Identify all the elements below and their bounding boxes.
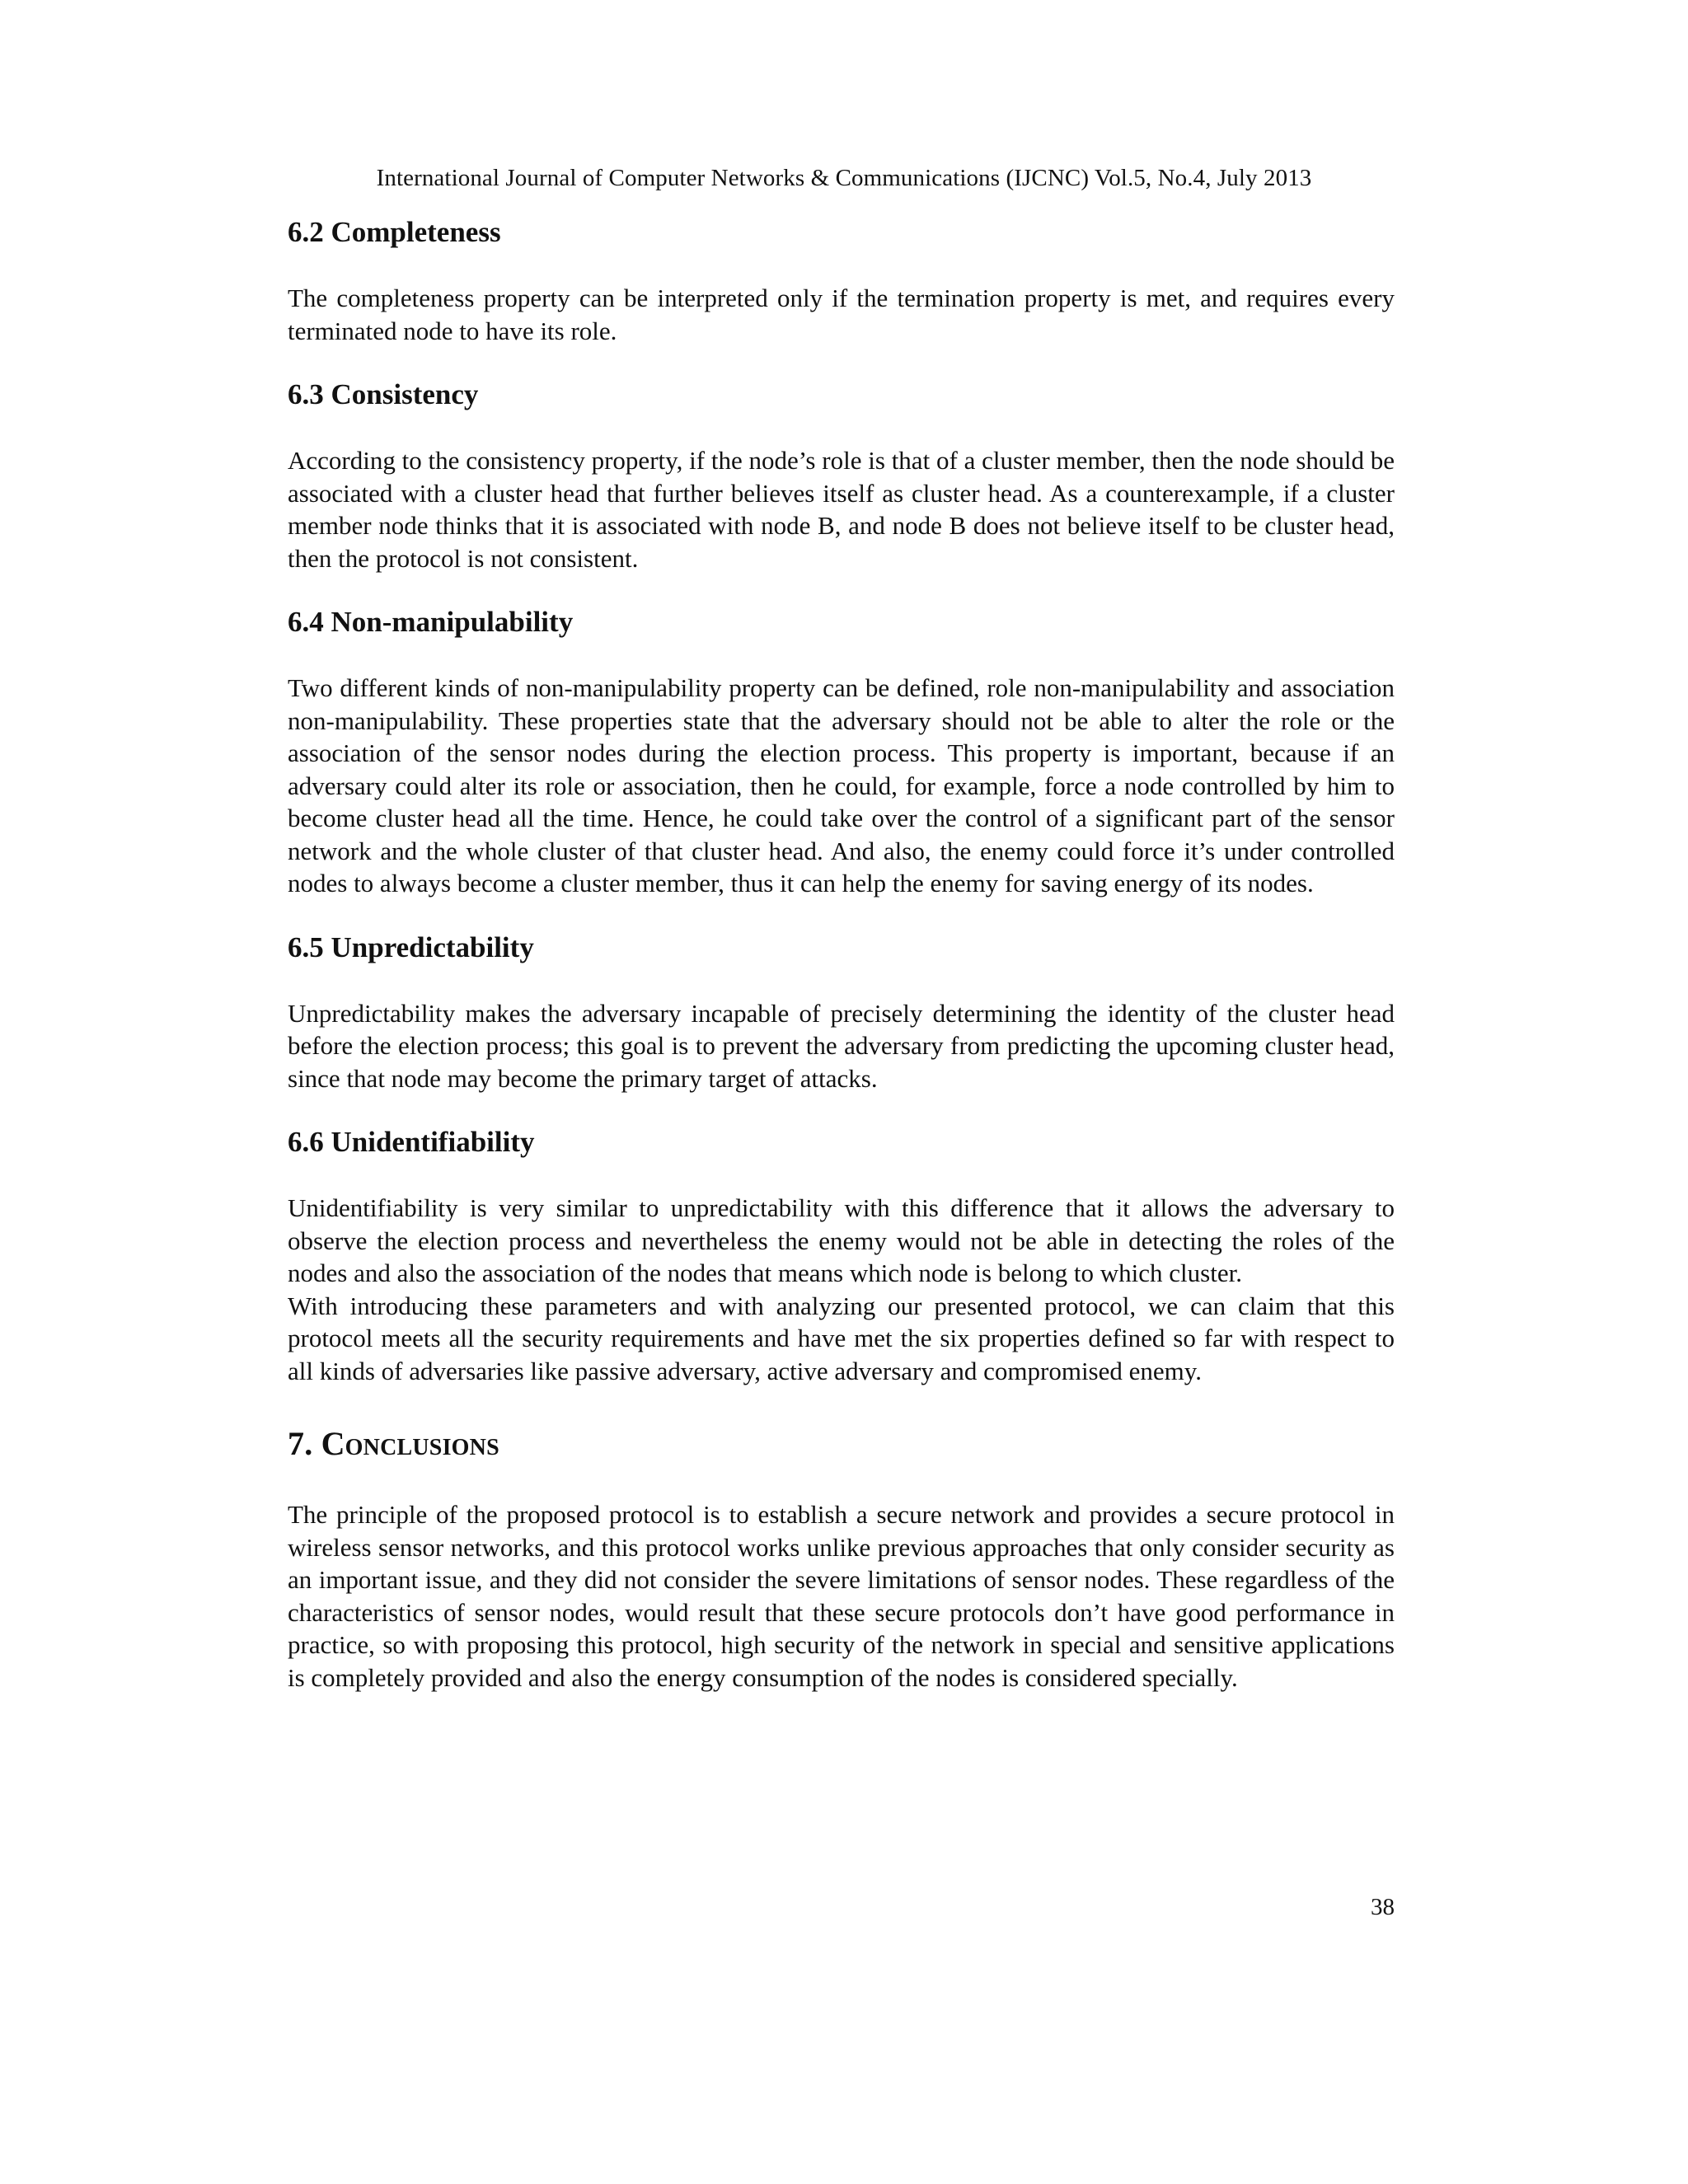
section-consistency — [288, 378, 1395, 574]
section-heading: 6.3 Consistency — [288, 378, 479, 410]
section-completeness — [288, 216, 1395, 347]
paragraph: The completeness property can be interpreted only if the termination property is met, and requires every terminated node to have its role. — [288, 284, 1395, 345]
section-heading: 6.4 Non-manipulability — [288, 606, 574, 638]
paragraph: Unidentifiability is very similar to unpredictability with this difference that it allows the adversary to observe the election process and nevertheless the enemy would not be able in detecting the roles of the nodes and also the association of the nodes that means which node is belong to which cluster. — [288, 1193, 1395, 1287]
paragraph: Two different kinds of non-manipulability property can be defined, role non-manipulability and association non-manipulability. These properties state that the adversary should not be able to alter the role or the association of the sensor nodes during the election process. This property is important, because if an adversary could alter its role or association, then he could, for example, force a node controlled by him to become cluster head all the time. Hence, he could take over the control of a significant part of the sensor network and the whole cluster of that cluster head. And also, the enemy could force it’s under controlled nodes to always become a cluster member, thus it can help the enemy for saving energy of its nodes. — [288, 673, 1395, 898]
paragraph: According to the consistency property, if the node’s role is that of a cluster member, then the node should be associated with a cluster head that further believes itself as cluster head. As a counterexample, if a cluster member node thinks that it is associated with node B, and node B does not believe itself to be cluster head, then the protocol is not consistent. — [288, 446, 1395, 573]
paragraph: With introducing these parameters and with analyzing our presented protocol, we can claim that this protocol meets all the security requirements and have met the six properties defined so far with respect to all kinds of adversaries like passive adversary, active adversary and compromised enemy. — [288, 1291, 1395, 1385]
paragraph: Unpredictability makes the adversary incapable of precisely determining the identity of the cluster head before the election process; this goal is to prevent the adversary from predicting the upcoming cluster head, since that node may become the primary target of attacks. — [288, 998, 1395, 1093]
main-content — [288, 216, 1395, 1725]
paragraph: The principle of the proposed protocol is to establish a secure network and provides a secure protocol in wireless sensor networks, and this protocol works unlike previous approaches that only consider security as an important issue, and they did not consider the severe limitations of sensor nodes. These regardless of the characteristics of sensor nodes, would result that these secure protocols don’t have good performance in practice, so with proposing this protocol, high security of the network in special and sensitive applications is completely provided and also the energy consumption of the nodes is considered specially. — [288, 1500, 1395, 1692]
section-unidentifiability — [288, 1126, 1395, 1387]
section-heading: 6.5 Unpredictability — [288, 930, 534, 963]
section-conclusions — [288, 1426, 1395, 1694]
section-heading: 6.6 Unidentifiability — [288, 1126, 535, 1158]
running-header: International Journal of Computer Networks & Communications (IJCNC) Vol.5, No.4, July 2013 — [376, 165, 1312, 191]
section-heading: 7. Conclusions — [288, 1425, 499, 1462]
section-heading: 6.2 Completeness — [288, 216, 501, 248]
section-unpredictability — [288, 931, 1395, 1095]
section-non-manipulability — [288, 606, 1395, 900]
page-number: 38 — [1371, 1894, 1395, 1920]
